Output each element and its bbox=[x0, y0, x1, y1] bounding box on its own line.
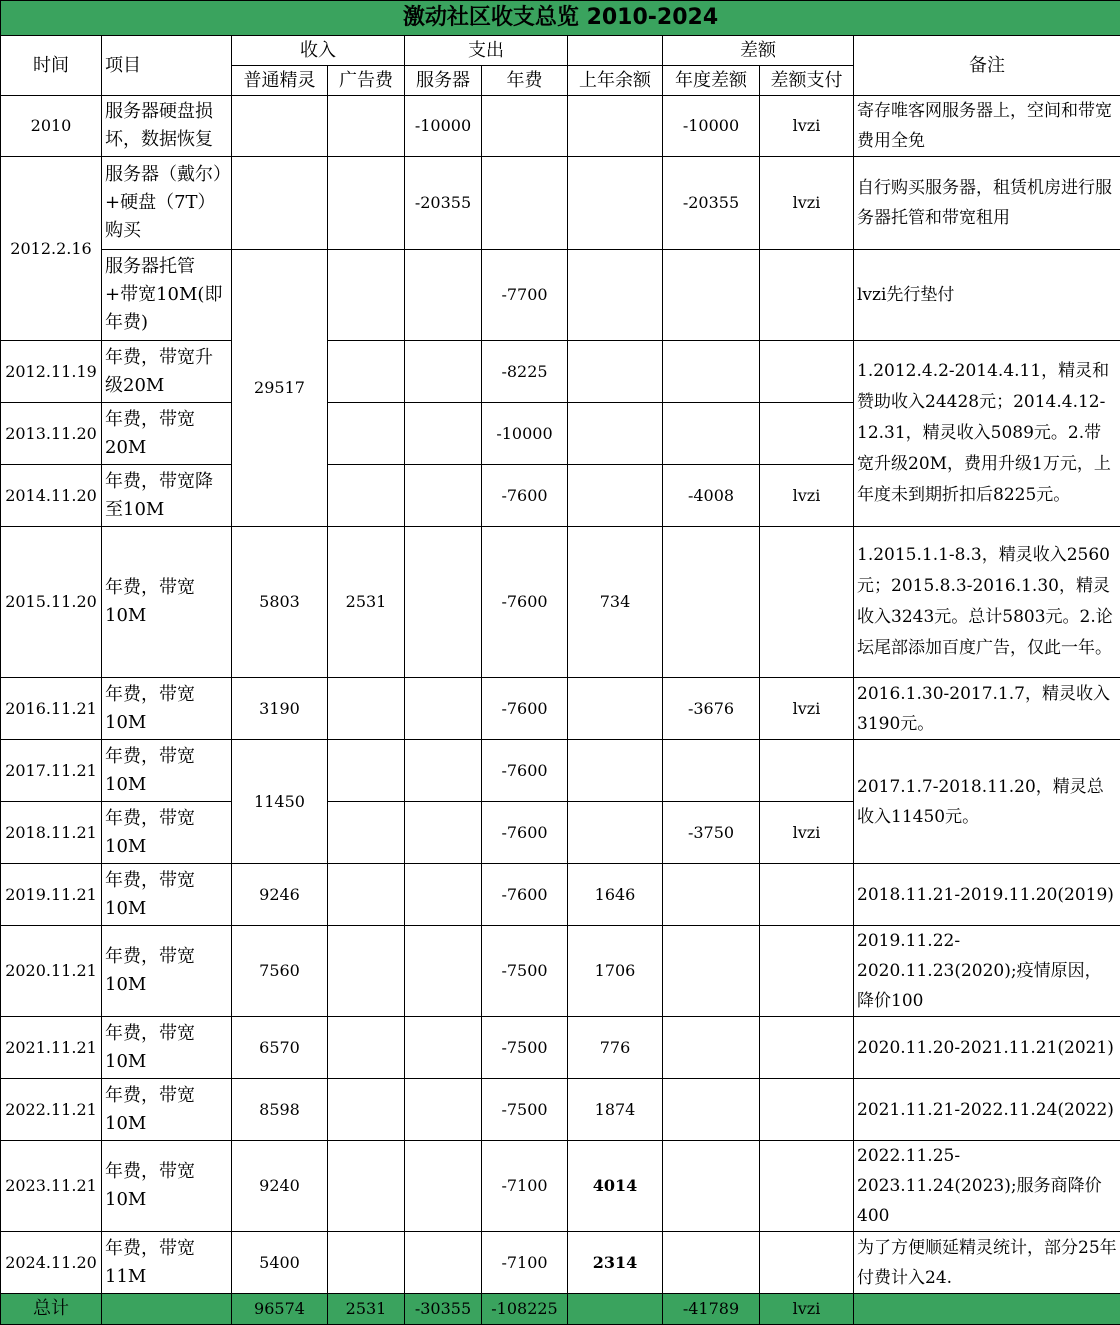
cell-annual: -7700 bbox=[482, 250, 568, 341]
cell-item: 年费，带宽10M bbox=[102, 864, 232, 926]
cell-time: 2019.11.21 bbox=[1, 864, 102, 926]
cell-time: 2015.11.20 bbox=[1, 527, 102, 678]
cell-annual: -7100 bbox=[482, 1141, 568, 1232]
cell-payer bbox=[760, 1017, 854, 1079]
cell-prev: 734 bbox=[568, 527, 663, 678]
cell-income-normal-merged: 11450 bbox=[232, 740, 328, 864]
cell-item: 年费，带宽10M bbox=[102, 802, 232, 864]
cell-time: 2013.11.20 bbox=[1, 403, 102, 465]
cell-prev bbox=[568, 96, 663, 157]
cell-annual-diff bbox=[663, 740, 760, 802]
table-row bbox=[1, 341, 1120, 403]
cell-income-ad bbox=[328, 250, 405, 341]
cell-income-ad bbox=[328, 341, 405, 403]
cell-note-merged: 1.2012.4.2-2014.4.11，精灵和赞助收入24428元；2014.4.12-12.31，精灵收入5089元。2.带宽升级20M，费用升级1万元，上年度未到期折扣后8225元。 bbox=[854, 341, 1120, 527]
cell-income-ad bbox=[328, 157, 405, 250]
cell-annual: -7600 bbox=[482, 465, 568, 527]
cell-annual-diff: -3676 bbox=[663, 678, 760, 740]
cell-item: 年费，带宽20M bbox=[102, 403, 232, 465]
cell-time: 2022.11.21 bbox=[1, 1079, 102, 1141]
cell-item: 年费，带宽10M bbox=[102, 678, 232, 740]
cell-note: lvzi先行垫付 bbox=[854, 250, 1120, 341]
cell-server bbox=[405, 678, 482, 740]
table-row bbox=[1, 1232, 1120, 1294]
cell-prev bbox=[568, 157, 663, 250]
cell-income-ad bbox=[328, 802, 405, 864]
cell-annual-diff bbox=[663, 1079, 760, 1141]
cell-item: 年费，带宽升级20M bbox=[102, 341, 232, 403]
table-row bbox=[1, 1017, 1120, 1079]
cell-time: 2024.11.20 bbox=[1, 1232, 102, 1294]
cell-item: 服务器托管+带宽10M(即年费) bbox=[102, 250, 232, 341]
cell-prev: 1646 bbox=[568, 864, 663, 926]
header-income-normal: 普通精灵 bbox=[232, 66, 328, 96]
total-annual: -108225 bbox=[482, 1294, 568, 1325]
total-income-normal: 96574 bbox=[232, 1294, 328, 1325]
total-payer: lvzi bbox=[760, 1294, 854, 1325]
cell-prev: 4014 bbox=[568, 1141, 663, 1232]
cell-annual-diff bbox=[663, 250, 760, 341]
cell-item: 年费，带宽10M bbox=[102, 1017, 232, 1079]
cell-payer bbox=[760, 740, 854, 802]
cell-annual-diff bbox=[663, 926, 760, 1017]
cell-server bbox=[405, 465, 482, 527]
cell-note: 2022.11.25-2023.11.24(2023);服务商降价400 bbox=[854, 1141, 1120, 1232]
cell-income-normal: 9246 bbox=[232, 864, 328, 926]
cell-note: 2019.11.22-2020.11.23(2020);疫情原因，降价100 bbox=[854, 926, 1120, 1017]
cell-note: 2021.11.21-2022.11.24(2022) bbox=[854, 1079, 1120, 1141]
cell-annual: -7100 bbox=[482, 1232, 568, 1294]
cell-annual: -7500 bbox=[482, 926, 568, 1017]
cell-server bbox=[405, 250, 482, 341]
cell-annual-diff bbox=[663, 1141, 760, 1232]
cell-time: 2023.11.21 bbox=[1, 1141, 102, 1232]
cell-prev: 1874 bbox=[568, 1079, 663, 1141]
header-note: 备注 bbox=[854, 36, 1120, 96]
cell-annual: -7600 bbox=[482, 864, 568, 926]
cell-server bbox=[405, 1017, 482, 1079]
cell-income-ad bbox=[328, 403, 405, 465]
header-blank bbox=[568, 36, 663, 66]
cell-income-ad bbox=[328, 740, 405, 802]
header-item: 项目 bbox=[102, 36, 232, 96]
cell-annual bbox=[482, 96, 568, 157]
cell-annual bbox=[482, 157, 568, 250]
cell-income-normal: 7560 bbox=[232, 926, 328, 1017]
cell-payer: lvzi bbox=[760, 465, 854, 527]
table-row bbox=[1, 250, 1120, 341]
cell-payer: lvzi bbox=[760, 96, 854, 157]
header-expense: 支出 bbox=[405, 36, 568, 66]
cell-income-ad bbox=[328, 1232, 405, 1294]
cell-item: 年费，带宽11M bbox=[102, 1232, 232, 1294]
cell-income-ad bbox=[328, 926, 405, 1017]
cell-annual: -7600 bbox=[482, 802, 568, 864]
cell-time: 2010 bbox=[1, 96, 102, 157]
cell-prev: 776 bbox=[568, 1017, 663, 1079]
cell-income-normal: 8598 bbox=[232, 1079, 328, 1141]
cell-annual-diff bbox=[663, 341, 760, 403]
total-item bbox=[102, 1294, 232, 1325]
cell-income-ad bbox=[328, 1017, 405, 1079]
cell-server bbox=[405, 740, 482, 802]
table-row bbox=[1, 1141, 1120, 1232]
cell-income-ad bbox=[328, 1079, 405, 1141]
cell-income-normal: 6570 bbox=[232, 1017, 328, 1079]
total-label: 总计 bbox=[1, 1294, 102, 1325]
cell-note: 2016.1.30-2017.1.7，精灵收入3190元。 bbox=[854, 678, 1120, 740]
cell-note: 1.2015.1.1-8.3，精灵收入2560元；2015.8.3-2016.1.30，精灵收入3243元。总计5803元。2.论坛尾部添加百度广告，仅此一年。 bbox=[854, 527, 1120, 678]
table-row bbox=[1, 678, 1120, 740]
header-prev-balance: 上年余额 bbox=[568, 66, 663, 96]
cell-income-ad: 2531 bbox=[328, 527, 405, 678]
cell-income-normal bbox=[232, 96, 328, 157]
cell-time: 2012.2.16 bbox=[1, 157, 102, 341]
cell-income-normal: 5400 bbox=[232, 1232, 328, 1294]
cell-prev bbox=[568, 465, 663, 527]
total-prev bbox=[568, 1294, 663, 1325]
cell-income-ad bbox=[328, 465, 405, 527]
cell-annual: -7600 bbox=[482, 678, 568, 740]
cell-server bbox=[405, 341, 482, 403]
total-income-ad: 2531 bbox=[328, 1294, 405, 1325]
total-row bbox=[1, 1294, 1120, 1325]
cell-annual-diff bbox=[663, 403, 760, 465]
cell-server bbox=[405, 802, 482, 864]
cell-income-ad bbox=[328, 678, 405, 740]
cell-item: 服务器硬盘损坏，数据恢复 bbox=[102, 96, 232, 157]
cell-note: 寄存唯客网服务器上，空间和带宽费用全免 bbox=[854, 96, 1120, 157]
cell-payer bbox=[760, 1141, 854, 1232]
cell-item: 年费，带宽10M bbox=[102, 527, 232, 678]
cell-annual-diff bbox=[663, 1017, 760, 1079]
cell-note-merged: 2017.1.7-2018.11.20，精灵总收入11450元。 bbox=[854, 740, 1120, 864]
cell-item: 年费，带宽10M bbox=[102, 1079, 232, 1141]
header-diff: 差额 bbox=[663, 36, 854, 66]
cell-item: 服务器（戴尔）+硬盘（7T）购买 bbox=[102, 157, 232, 250]
table-row bbox=[1, 157, 1120, 250]
cell-server bbox=[405, 1141, 482, 1232]
cell-prev bbox=[568, 250, 663, 341]
cell-annual-diff bbox=[663, 864, 760, 926]
total-annual-diff: -41789 bbox=[663, 1294, 760, 1325]
cell-income-normal bbox=[232, 157, 328, 250]
cell-annual: -10000 bbox=[482, 403, 568, 465]
cell-item: 年费，带宽10M bbox=[102, 926, 232, 1017]
header-expense-annual: 年费 bbox=[482, 66, 568, 96]
cell-note: 2018.11.21-2019.11.20(2019) bbox=[854, 864, 1120, 926]
cell-item: 年费，带宽10M bbox=[102, 740, 232, 802]
header-expense-server: 服务器 bbox=[405, 66, 482, 96]
cell-server bbox=[405, 527, 482, 678]
total-server: -30355 bbox=[405, 1294, 482, 1325]
cell-income-ad bbox=[328, 864, 405, 926]
cell-payer bbox=[760, 250, 854, 341]
cell-server: -20355 bbox=[405, 157, 482, 250]
table-row bbox=[1, 527, 1120, 678]
table-row bbox=[1, 1079, 1120, 1141]
cell-annual: -7600 bbox=[482, 740, 568, 802]
total-note bbox=[854, 1294, 1120, 1325]
header-income-ad: 广告费 bbox=[328, 66, 405, 96]
cell-prev: 1706 bbox=[568, 926, 663, 1017]
cell-payer bbox=[760, 926, 854, 1017]
cell-annual-diff bbox=[663, 1232, 760, 1294]
cell-annual: -7600 bbox=[482, 527, 568, 678]
cell-annual-diff: -20355 bbox=[663, 157, 760, 250]
cell-note: 为了方便顺延精灵统计，部分25年付费计入24. bbox=[854, 1232, 1120, 1294]
cell-server: -10000 bbox=[405, 96, 482, 157]
cell-item: 年费，带宽降至10M bbox=[102, 465, 232, 527]
cell-annual: -7500 bbox=[482, 1079, 568, 1141]
table-row bbox=[1, 740, 1120, 802]
cell-income-normal: 9240 bbox=[232, 1141, 328, 1232]
cell-prev bbox=[568, 802, 663, 864]
cell-note: 2020.11.20-2021.11.21(2021) bbox=[854, 1017, 1120, 1079]
cell-payer: lvzi bbox=[760, 678, 854, 740]
table-row bbox=[1, 926, 1120, 1017]
cell-income-ad bbox=[328, 1141, 405, 1232]
cell-annual-diff: -3750 bbox=[663, 802, 760, 864]
cell-annual: -8225 bbox=[482, 341, 568, 403]
cell-item: 年费，带宽10M bbox=[102, 1141, 232, 1232]
header-time: 时间 bbox=[1, 36, 102, 96]
cell-server bbox=[405, 864, 482, 926]
cell-payer bbox=[760, 1079, 854, 1141]
cell-income-normal: 3190 bbox=[232, 678, 328, 740]
header-annual-diff: 年度差额 bbox=[663, 66, 760, 96]
cell-server bbox=[405, 926, 482, 1017]
cell-prev bbox=[568, 403, 663, 465]
table-title: 激动社区收支总览 2010-2024 bbox=[1, 1, 1120, 36]
cell-prev bbox=[568, 740, 663, 802]
cell-annual: -7500 bbox=[482, 1017, 568, 1079]
cell-note: 自行购买服务器，租赁机房进行服务器托管和带宽租用 bbox=[854, 157, 1120, 250]
cell-annual-diff: -4008 bbox=[663, 465, 760, 527]
cell-annual-diff bbox=[663, 527, 760, 678]
cell-income-ad bbox=[328, 96, 405, 157]
cell-payer bbox=[760, 1232, 854, 1294]
cell-prev bbox=[568, 678, 663, 740]
cell-payer bbox=[760, 403, 854, 465]
cell-income-normal: 5803 bbox=[232, 527, 328, 678]
cell-time: 2017.11.21 bbox=[1, 740, 102, 802]
cell-payer: lvzi bbox=[760, 157, 854, 250]
cell-annual-diff: -10000 bbox=[663, 96, 760, 157]
cell-time: 2018.11.21 bbox=[1, 802, 102, 864]
cell-time: 2020.11.21 bbox=[1, 926, 102, 1017]
cell-payer bbox=[760, 527, 854, 678]
header-income: 收入 bbox=[232, 36, 405, 66]
cell-payer bbox=[760, 864, 854, 926]
header-diff-payer: 差额支付 bbox=[760, 66, 854, 96]
cell-prev: 2314 bbox=[568, 1232, 663, 1294]
cell-payer bbox=[760, 341, 854, 403]
cell-time: 2021.11.21 bbox=[1, 1017, 102, 1079]
cell-income-normal-merged: 29517 bbox=[232, 250, 328, 527]
table-row bbox=[1, 96, 1120, 157]
cell-time: 2016.11.21 bbox=[1, 678, 102, 740]
cell-server bbox=[405, 1079, 482, 1141]
cell-time: 2012.11.19 bbox=[1, 341, 102, 403]
cell-prev bbox=[568, 341, 663, 403]
table-row bbox=[1, 864, 1120, 926]
cell-server bbox=[405, 403, 482, 465]
cell-time: 2014.11.20 bbox=[1, 465, 102, 527]
cell-payer: lvzi bbox=[760, 802, 854, 864]
cell-server bbox=[405, 1232, 482, 1294]
